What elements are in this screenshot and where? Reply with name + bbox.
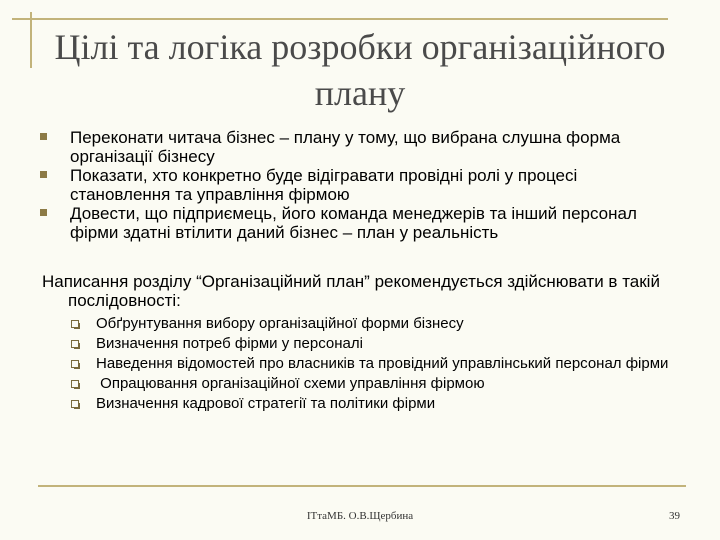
- top-rule: [12, 18, 668, 20]
- list-item: [70, 376, 670, 392]
- list-item: [38, 166, 678, 204]
- step-text: Наведення відомостей про власників та провідний управлінський персонал фірми: [96, 355, 669, 372]
- list-item: [70, 396, 670, 412]
- list-item: [70, 356, 670, 372]
- intro-text: Написання розділу “Організаційний план” рекомендується здійснювати в такій послідовності:: [42, 272, 660, 310]
- title-accent-line: [30, 12, 32, 68]
- step-text: Визначення потреб фірми у персоналі: [96, 335, 363, 352]
- checkbox-bullet-icon: [71, 380, 79, 388]
- goal-text: Довести, що підприємець, його команда менеджерів та інший персонал фірми здатні втілити даний бізнес – план у реальність: [70, 204, 637, 242]
- list-item: [70, 316, 670, 332]
- goal-text: Переконати читача бізнес – плану у тому, що вибрана слушна форма організації бізнесу: [70, 128, 621, 166]
- square-bullet-icon: [40, 209, 47, 216]
- checkbox-bullet-icon: [71, 340, 79, 348]
- square-bullet-icon: [40, 133, 47, 140]
- slide-title: Цілі та логіка розробки організаційного плану: [54, 27, 666, 113]
- section-intro: [42, 272, 678, 310]
- checkbox-bullet-icon: [71, 400, 79, 408]
- step-text: Визначення кадрової стратегії та політики фірми: [96, 395, 436, 412]
- checkbox-bullet-icon: [71, 320, 79, 328]
- goals-list: [38, 128, 678, 242]
- footer-author: ІТтаМБ. О.В.Щербина: [306, 510, 414, 522]
- step-text: Обґрунтування вибору організаційної форми бізнесу: [96, 315, 464, 332]
- goal-text: Показати, хто конкретно буде відігравати провідні ролі у процесі становлення та управління фірмою: [70, 166, 578, 204]
- footer-rule: [38, 485, 686, 487]
- steps-list: [70, 316, 670, 416]
- list-item: [70, 336, 670, 352]
- checkbox-bullet-icon: [71, 360, 79, 368]
- step-text: Опрацювання організаційної схеми управління фірмою: [96, 375, 485, 392]
- square-bullet-icon: [40, 171, 47, 178]
- list-item: [38, 204, 678, 242]
- page-number: 39: [669, 510, 680, 522]
- list-item: [38, 128, 678, 166]
